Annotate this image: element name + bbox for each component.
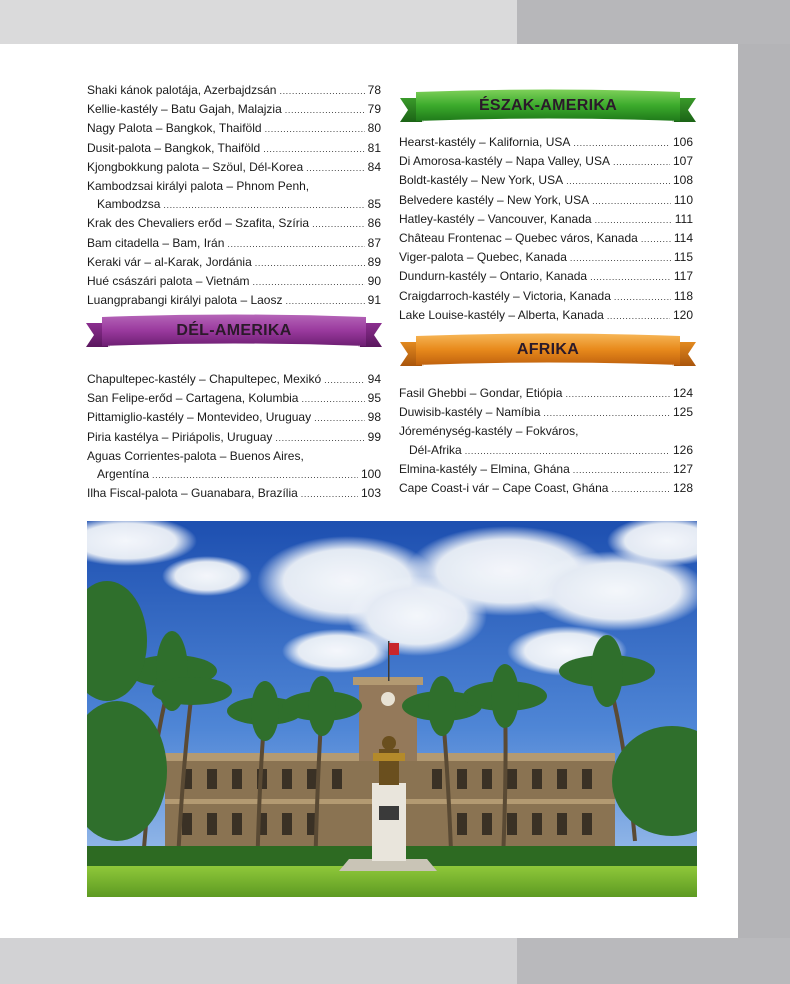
dot-leader — [301, 390, 364, 408]
toc-page-number: 78 — [367, 83, 381, 97]
toc-page-number: 81 — [367, 140, 381, 155]
toc-page-number: 118 — [673, 288, 693, 303]
dot-leader — [314, 409, 365, 427]
toc-page-number: 85 — [367, 197, 381, 212]
dot-leader — [312, 215, 365, 233]
dot-leader — [324, 371, 365, 389]
palace-illustration — [87, 521, 697, 897]
toc-entry-title: Shaki kánok palotája, Azerbajdzsán — [87, 83, 277, 97]
toc-entry — [399, 248, 693, 267]
dot-leader — [227, 235, 364, 253]
toc-entry-title: Aguas Corrientes-palota – Buenos Aires, — [87, 448, 304, 463]
toc-page-number: 108 — [672, 173, 693, 188]
toc-entry — [399, 422, 693, 440]
toc-entry-title: Nagy Palota – Bangkok, Thaiföld — [87, 121, 262, 136]
dot-leader — [570, 249, 671, 267]
dot-leader — [592, 192, 671, 210]
toc-entry-title: Keraki vár – al-Karak, Jordánia — [87, 254, 252, 269]
toc-entry — [399, 152, 693, 171]
toc-entry-title: Kellie-kastély – Batu Gajah, Malajzia — [87, 102, 282, 117]
toc-page-number: 79 — [367, 102, 381, 117]
toc-entry — [399, 306, 693, 325]
toc-entry — [399, 210, 693, 229]
toc-entry-continuation — [87, 195, 381, 214]
toc-page-number: 107 — [672, 154, 693, 169]
toc-entry-title-continued: Dél-Afrika — [409, 442, 462, 457]
toc-entry-title: Pittamiglio-kastély – Montevideo, Uruguay — [87, 410, 312, 425]
toc-page-number: 110 — [673, 192, 693, 207]
dot-leader — [543, 404, 670, 422]
toc-entry-title: Dusit-palota – Bangkok, Thaiföld — [87, 140, 261, 155]
toc-entry-title: Lake Louise-kastély – Alberta, Kanada — [399, 307, 604, 322]
toc-entry — [87, 214, 381, 233]
background-bottom-left — [0, 938, 517, 984]
toc-entry-title: Bam citadella – Bam, Irán — [87, 235, 225, 250]
toc-asia-continued — [87, 81, 381, 310]
toc-entry — [87, 234, 381, 253]
toc-page-number: 125 — [672, 405, 693, 420]
toc-entry — [399, 229, 693, 248]
toc-entry-title: Cape Coast-i vár – Cape Coast, Ghána — [399, 481, 609, 496]
toc-entry — [87, 177, 381, 195]
toc-page-number: 87 — [367, 235, 381, 250]
toc-entry — [87, 100, 381, 119]
toc-page-number: 90 — [367, 274, 381, 289]
section-title-north-america: ÉSZAK-AMERIKA — [478, 97, 618, 114]
toc-entry — [399, 171, 693, 190]
toc-entry-title: San Felipe-erőd – Cartagena, Kolumbia — [87, 391, 299, 406]
toc-entry — [399, 384, 693, 403]
dot-leader — [265, 120, 365, 138]
dot-leader — [253, 273, 365, 291]
dot-leader — [163, 196, 364, 214]
dot-leader — [285, 101, 365, 119]
toc-entry-title: Kambodzsai királyi palota – Phnom Penh, — [87, 179, 310, 194]
toc-entry — [87, 119, 381, 138]
toc-entry — [399, 287, 693, 306]
toc-page-number: 111 — [674, 211, 693, 226]
toc-entry-title: Di Amorosa-kastély – Napa Valley, USA — [399, 154, 610, 169]
dot-leader — [565, 385, 670, 403]
toc-entry-continuation — [87, 465, 381, 484]
dot-leader — [641, 230, 671, 248]
toc-entry-title: Craigdarroch-kastély – Victoria, Kanada — [399, 288, 611, 303]
toc-entry-title: Ilha Fiscal-palota – Guanabara, Brazília — [87, 486, 298, 501]
toc-page-number: 106 — [672, 135, 693, 149]
toc-entry — [87, 139, 381, 158]
toc-page-number: 128 — [672, 481, 693, 496]
background-bottom-right — [517, 938, 790, 984]
dot-leader — [613, 153, 670, 171]
dot-leader — [301, 485, 358, 503]
toc-entry-title: Elmina-kastély – Elmina, Ghána — [399, 461, 570, 476]
dot-leader — [611, 480, 670, 498]
toc-entry-title-continued: Argentína — [97, 467, 150, 482]
dot-leader — [607, 307, 670, 325]
toc-entry — [87, 291, 381, 310]
toc-entry — [399, 133, 693, 152]
dot-leader — [566, 172, 670, 190]
toc-entry — [87, 408, 381, 427]
toc-entry-title: Hué császári palota – Vietnám — [87, 274, 250, 289]
toc-entry-title: Piria kastélya – Piriápolis, Uruguay — [87, 429, 273, 444]
toc-africa — [399, 384, 693, 498]
toc-entry-title: Krak des Chevaliers erőd – Szafita, Szíria — [87, 216, 310, 231]
section-banner-africa — [400, 332, 696, 372]
toc-entry — [399, 191, 693, 210]
dot-leader — [279, 82, 364, 100]
dot-leader — [573, 134, 670, 152]
toc-entry — [87, 389, 381, 408]
toc-page-number: 84 — [367, 159, 381, 174]
toc-south-america — [87, 370, 381, 503]
toc-entry — [399, 460, 693, 479]
toc-entry-title: Luangprabangi királyi palota – Laosz — [87, 293, 283, 308]
toc-entry — [399, 267, 693, 286]
dot-leader — [614, 288, 671, 306]
toc-entry-title: Viger-palota – Quebec, Kanada — [399, 250, 567, 265]
toc-entry — [87, 484, 381, 503]
dot-leader — [152, 466, 358, 484]
toc-entry-title: Duwisib-kastély – Namíbia — [399, 405, 541, 420]
toc-page-number: 98 — [367, 410, 381, 425]
toc-entry — [399, 479, 693, 498]
dot-leader — [285, 292, 364, 310]
toc-page-number: 127 — [672, 461, 693, 476]
toc-entry — [87, 447, 381, 465]
toc-entry — [87, 370, 381, 389]
background-right — [738, 44, 790, 938]
toc-entry-title: Belvedere kastély – New York, USA — [399, 192, 590, 207]
toc-entry-title: Château Frontenac – Quebec város, Kanada — [399, 231, 638, 246]
toc-page-number: 117 — [673, 269, 693, 284]
dot-leader — [573, 461, 670, 479]
toc-entry-title: Kjongbokkung palota – Szöul, Dél-Korea — [87, 159, 304, 174]
toc-page-number: 126 — [672, 442, 693, 457]
toc-entry-title: Chapultepec-kastély – Chapultepec, Mexikó — [87, 372, 322, 386]
toc-entry-title: Hatley-kastély – Vancouver, Kanada — [399, 211, 592, 226]
toc-page-number: 114 — [673, 231, 693, 246]
toc-entry-continuation — [399, 441, 693, 460]
toc-page-number: 94 — [367, 372, 381, 386]
toc-entry-title: Hearst-kastély – Kalifornia, USA — [399, 135, 571, 149]
background-top-right — [517, 0, 790, 44]
toc-entry — [399, 403, 693, 422]
palace-photo — [87, 521, 697, 897]
section-title-south-america: DÉL-AMERIKA — [176, 322, 292, 339]
dot-leader — [465, 442, 670, 460]
dot-leader — [255, 254, 365, 272]
toc-entry-title: Fasil Ghebbi – Gondar, Etiópia — [399, 386, 563, 400]
toc-page-number: 95 — [367, 391, 381, 406]
dot-leader — [595, 211, 672, 229]
toc-page-number: 100 — [360, 467, 381, 482]
section-banner-south-america — [86, 313, 382, 353]
toc-north-america — [399, 133, 693, 325]
toc-page-number: 86 — [367, 216, 381, 231]
toc-entry-title: Jóreménység-kastély – Fokváros, — [399, 424, 579, 439]
dot-leader — [263, 140, 364, 158]
toc-entry-title-continued: Kambodzsa — [97, 197, 161, 212]
toc-page-number: 99 — [367, 429, 381, 444]
dot-leader — [306, 159, 365, 177]
toc-entry-title: Boldt-kastély – New York, USA — [399, 173, 564, 188]
toc-entry — [87, 253, 381, 272]
toc-page-number: 80 — [367, 121, 381, 136]
toc-page-number: 89 — [367, 254, 381, 269]
dot-leader — [275, 429, 364, 447]
section-banner-north-america — [400, 88, 696, 128]
toc-entry-title: Dundurn-kastély – Ontario, Kanada — [399, 269, 588, 284]
toc-entry — [87, 81, 381, 100]
background-top-left — [0, 0, 517, 44]
toc-entry — [87, 272, 381, 291]
toc-page-number: 115 — [673, 250, 693, 265]
toc-entry — [87, 158, 381, 177]
toc-page-number: 120 — [672, 307, 693, 322]
toc-page-number: 91 — [367, 293, 381, 308]
section-title-africa: AFRIKA — [516, 341, 580, 358]
dot-leader — [590, 268, 671, 286]
toc-page-number: 124 — [672, 386, 693, 400]
toc-entry — [87, 428, 381, 447]
toc-page-number: 103 — [360, 486, 381, 501]
